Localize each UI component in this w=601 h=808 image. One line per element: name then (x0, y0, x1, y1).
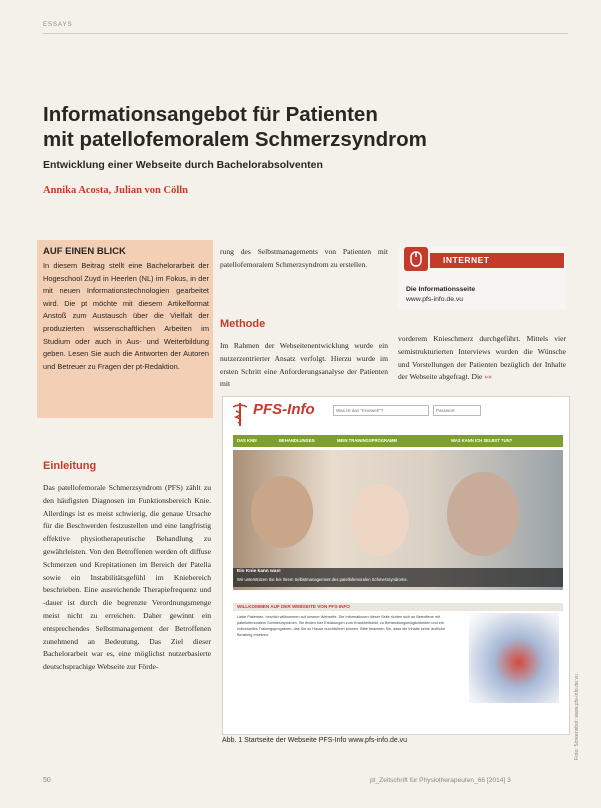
article-subtitle: Entwicklung einer Webseite durch Bachelorabsolventen (43, 159, 323, 171)
article-title (43, 102, 563, 152)
site-nav-item[interactable]: MEIN TRAININGSPROGRAMM (337, 438, 398, 443)
column3-text (398, 333, 566, 384)
page-number: 50 (43, 777, 51, 784)
column3-body: vorderem Knieschmerz durchgeführt. Mittels vier semistrukturierten Interviews wurden die Wünsche und Vorstellungen der Patienten bezüglich der Inhalte der Webseite abgefragt. Die (398, 334, 566, 382)
title-line-1: Informationsangebot für Patienten (43, 103, 378, 126)
mouse-click-icon (404, 247, 428, 271)
welcome-body: Liebe Patienten, herzlich willkommen auf unserer Webseite. Die Informationen dieser Seite richten sich an Betroffene mit patellofemoralem Schmerzsyndrom. Sie finden hier Erklärungen zum Krankheitsbild, zu Behandlungsmöglichkeiten und ein individuelles Trainingsprogramm, das Sie zu Hause durchführen können. Bitte beachten Sie, dass die Inhalte keine ärztliche Beratung ersetzen. (237, 615, 446, 637)
figure-caption: Abb. 1 Startseite der Webseite PFS-Info www.pfs-info.de.vu (222, 737, 408, 744)
hero-caption-title: Ein Knie kann was! (237, 569, 281, 574)
header-rule (43, 33, 568, 34)
hero-caption-text: Wir unterstützen Sie bei Ihrem Selbstmanagement des patellofemoralen Schmerzsyndroms. (237, 577, 408, 582)
methode-heading: Methode (220, 318, 266, 330)
einleitung-text: Das patellofemorale Schmerzsyndrom (PFS) zählt zu den häufigsten Diagnosen im Funktionsbereich Knie. Allerdings ist es meist schwierig, die genaue Ursache für die Beschwerden festzustellen und eine langfristig effektive physiotherapeutische Behandlung zu gewährleisten. Von den Betroffenen werden oft diffuse Schmerzen und Krepitationen im Bereich der Patella sowie ein Instabilitätsgefühl im Kniebereich beschrieben. Eine ausreichende Therapiefrequenz und -dauer ist durch die begrenzte Verordnungsmenge meist nicht zu erreichen. Daher gewinnt ein entsprechendes Selbstmanagement der Betroffenen zunehmend an Bedeutung. Das Ziel dieser Bachelorarbeit war es, eine möglichst nutzerbasierte deutschsprachige Webseite zur Förde- (43, 483, 211, 672)
site-logo: PFS-Info (253, 401, 315, 418)
hero-person-3 (447, 472, 519, 556)
website-screenshot (222, 396, 570, 735)
column2-intro: rung des Selbstmanagements von Patienten mit patellofemoralem Schmerzsyndrom zu erstellen. (220, 247, 388, 269)
caduceus-icon (229, 401, 251, 427)
einleitung-heading: Einleitung (43, 460, 97, 472)
internet-line1: Die Informationsseite (406, 286, 476, 293)
section-tag: ESSAYS (43, 22, 73, 28)
side-credit: Foto: Screenshot: www.pfs-info.de.vu (574, 674, 580, 760)
hero-person-1 (251, 476, 313, 548)
at-a-glance-heading: AUF EINEN BLICK (43, 246, 126, 257)
internet-url-link[interactable]: www.pfs-info.de.vu (406, 296, 464, 303)
article-authors: Annika Acosta, Julian von Cölln (43, 185, 189, 196)
internet-label: INTERNET (443, 255, 490, 265)
site-nav-item[interactable]: DAS KNIE (237, 438, 258, 443)
site-password-field[interactable]: Passwort (433, 405, 481, 416)
at-a-glance-text: In diesem Beitrag stellt eine Bachelorarbeit der Hogeschool Zuyd in Heerlen (NL) im Fokus, in der mit neuen Informationstechnologien gearbeitet wird. Die pt möchte mit diesem Artikelformat Anstoß zum Austausch über die Vielfalt der produzierten wissenschaftlichen Arbeiten im Studium oder auch in Aus- und Weiterbildung geben. Lesen Sie auch die Antworten der Autoren und Betreuer zu Fragen der pt-Redaktion. (43, 261, 209, 371)
site-search-input[interactable]: Was ist das "Knieweh"? (333, 405, 429, 416)
methode-text: Im Rahmen der Webseitenentwicklung wurde ein nutzerzentrierter Ansatz verfolgt. Hierzu wurde im ersten Schritt eine Anforderungsanalyse der Patienten mit (220, 341, 388, 389)
journal-footer: pt_Zeitschrift für Physiotherapeuten_66 [2014] 3 (370, 777, 511, 784)
site-nav-item[interactable]: WAS KANN ICH SELBST TUN? (451, 438, 513, 443)
continue-arrow: »» (484, 372, 492, 382)
welcome-heading: WILLKOMMEN AUF DER WEBSEITE VON PFS-INFO (233, 603, 563, 611)
hero-person-2 (351, 484, 409, 556)
title-line-2: mit patellofemoralem Schmerzsyndrom (43, 128, 427, 151)
site-nav-item[interactable]: BEHANDLUNGEN (279, 438, 315, 443)
knee-illustration (469, 613, 559, 703)
site-nav-bar (233, 435, 563, 447)
